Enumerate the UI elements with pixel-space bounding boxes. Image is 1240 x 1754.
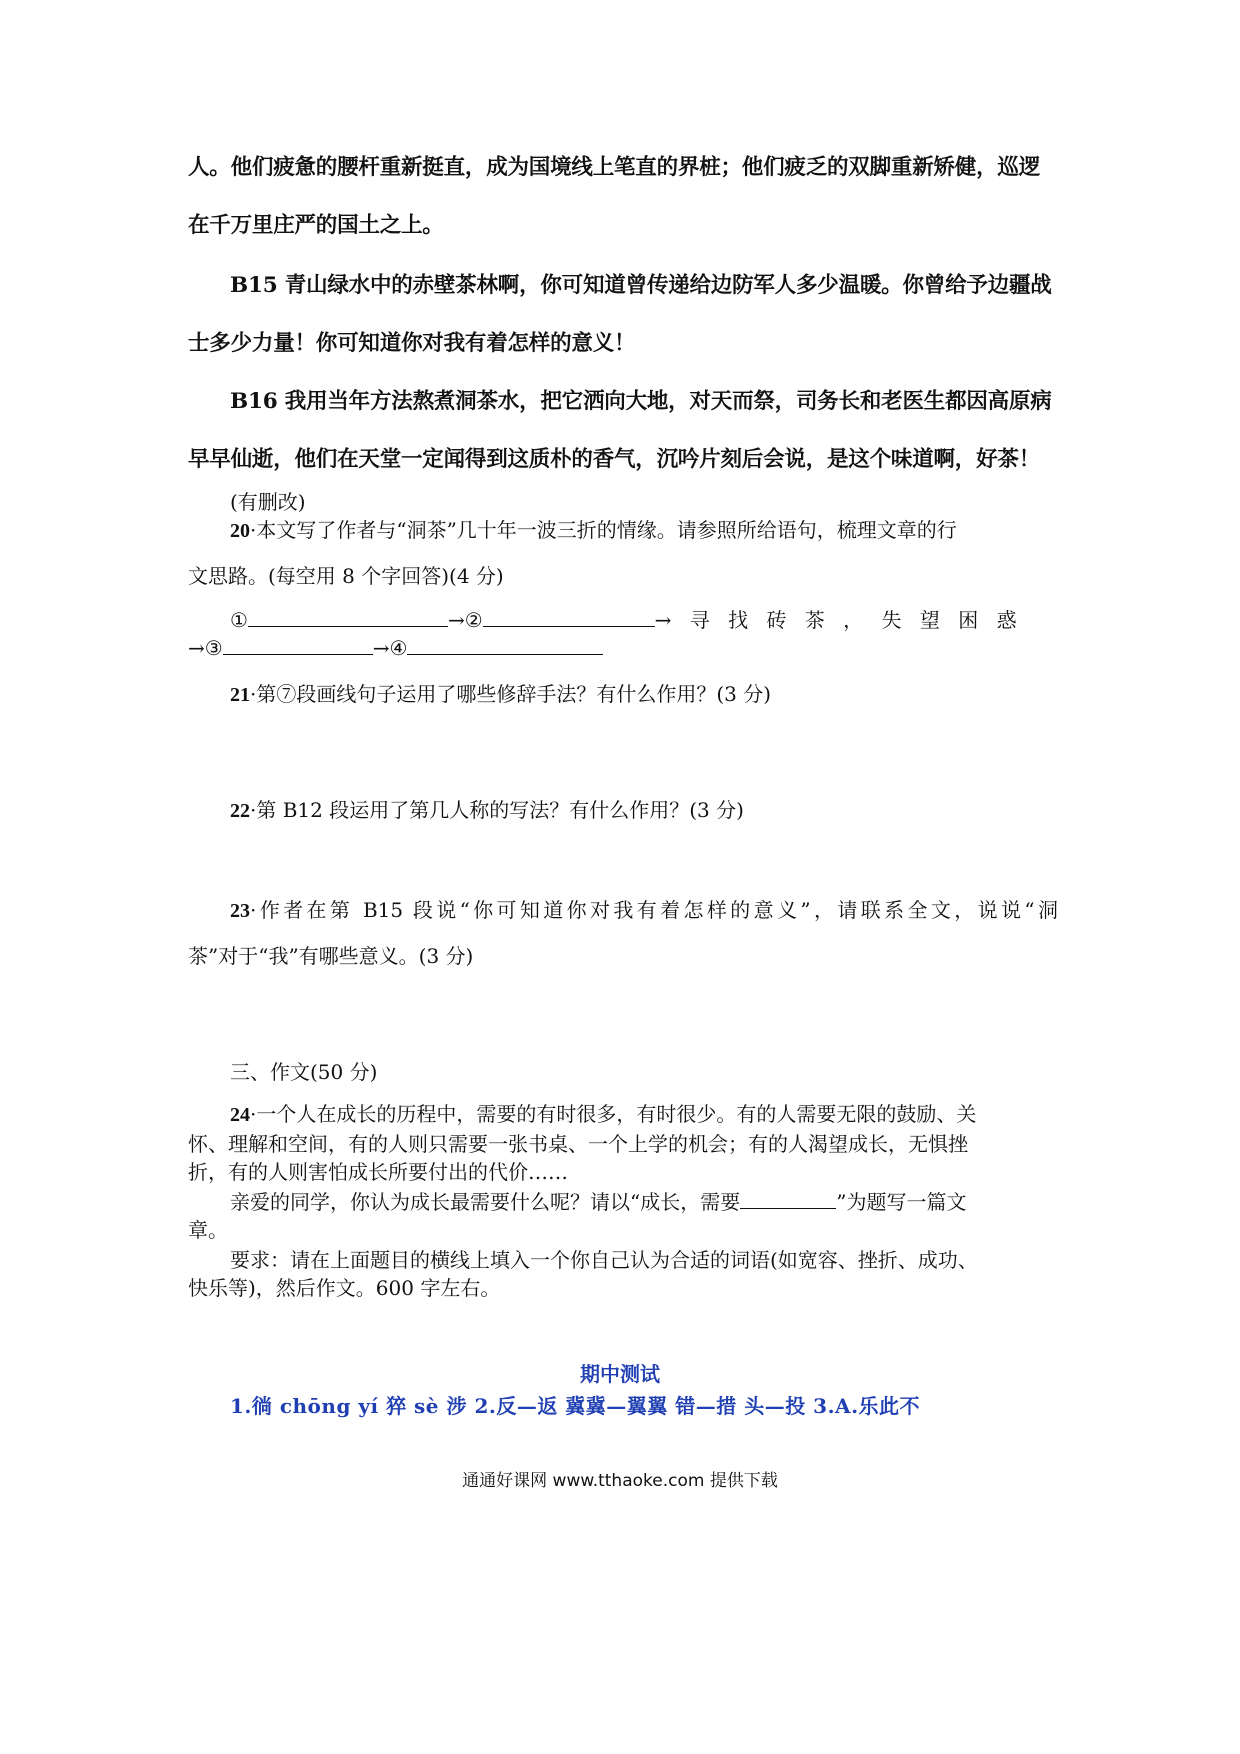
question-23-line2: 茶”对于“我”有哪些意义。(3 分) [188, 944, 474, 968]
answer-blank-2[interactable] [483, 606, 655, 627]
source-note: (有删改) [230, 490, 306, 514]
answer-blank-1[interactable] [248, 606, 448, 627]
question-24-line1 [230, 1098, 1058, 1127]
question-20-line2: 文思路。(每空用 8 个字回答)(4 分) [188, 564, 504, 588]
prompt-text-end: ”为题写一篇文 [836, 1190, 967, 1214]
question-24-line4 [230, 1186, 1058, 1215]
question-20-blanks-row1 [230, 604, 1058, 633]
blank-label-1: ① [230, 608, 248, 632]
question-text: ·第⑦段画线句子运用了哪些修辞手法？有什么作用？(3 分) [250, 682, 772, 706]
passage-p2-line1: B15 青山绿水中的赤壁茶林啊，你可知道曾传递给边防军人多少温暖。你曾给予边疆战 [230, 273, 1052, 298]
question-24-line5: 章。 [188, 1218, 228, 1242]
passage-p1-line1: 人。他们疲惫的腰杆重新挺直，成为国境线上笔直的界桩；他们疲乏的双脚重新矫健，巡逻 [188, 155, 1041, 180]
page-footer: 通通好课网 www.tthaoke.com 提供下载 [462, 1471, 778, 1491]
answers-line: 1.徜 chōng yí 猝 sè 涉 2.反—返 冀冀—翼翼 错—措 头—投 3.A.乐此不 [230, 1394, 921, 1418]
blank-label-4: →④ [372, 636, 408, 660]
question-number: 24 [230, 1104, 250, 1126]
question-24-line2: 怀、理解和空间，有的人则只需要一张书桌、一个上学的机会；有的人渴望成长，无惧挫 [188, 1132, 968, 1156]
answer-blank-3[interactable] [223, 634, 373, 655]
question-number: 21 [230, 684, 250, 706]
answers-title: 期中测试 [580, 1362, 660, 1386]
question-number: 20 [230, 520, 250, 542]
question-20-blanks-row2 [188, 634, 1058, 660]
prompt-text: 亲爱的同学，你认为成长最需要什么呢？请以“成长，需要 [230, 1190, 741, 1214]
question-number: 23 [230, 900, 250, 922]
answer-blank-4[interactable] [407, 634, 603, 655]
passage-p2-line2: 士多少力量！你可知道你对我有着怎样的意义！ [188, 331, 636, 356]
blank-label-3: →③ [188, 636, 223, 660]
question-text: ·第 B12 段运用了第几人称的写法？有什么作用？(3 分) [250, 798, 744, 822]
question-21 [230, 678, 1058, 707]
question-22 [230, 794, 1058, 823]
question-24-line3: 折，有的人则害怕成长所要付出的代价…… [188, 1160, 568, 1184]
question-text: ·一个人在成长的历程中，需要的有时很多，有时很少。有的人需要无限的鼓励、关 [250, 1102, 977, 1126]
question-23-line1 [230, 894, 1058, 923]
blank-label-2: →② [447, 608, 483, 632]
given-step: → 寻 找 砖 茶 ， 失 望 困 惑 [654, 608, 1023, 632]
passage-p3-line2: 早早仙逝，他们在天堂一定闻得到这质朴的香气，沉吟片刻后会说，是这个味道啊，好茶！ [188, 447, 1041, 472]
question-20-line1 [230, 514, 1058, 543]
passage-p1-line2: 在千万里庄严的国土之上。 [188, 213, 444, 238]
question-number: 22 [230, 800, 250, 822]
requirement-line2: 快乐等)，然后作文。600 字左右。 [188, 1276, 501, 1300]
title-blank[interactable] [740, 1188, 836, 1209]
passage-p3-line1: B16 我用当年方法熬煮洞茶水，把它洒向大地，对天而祭，司务长和老医生都因高原病 [230, 389, 1052, 414]
question-text: ·本文写了作者与“洞茶”几十年一波三折的情缘。请参照所给语句，梳理文章的行 [250, 518, 957, 542]
composition-heading: 三、作文(50 分) [230, 1060, 378, 1084]
requirement-line1: 要求：请在上面题目的横线上填入一个你自己认为合适的词语(如宽容、挫折、成功、 [230, 1248, 978, 1272]
question-text: ·作者在第 B15 段说“你可知道你对我有着怎样的意义”，请联系全文，说说“洞 [250, 898, 1058, 922]
